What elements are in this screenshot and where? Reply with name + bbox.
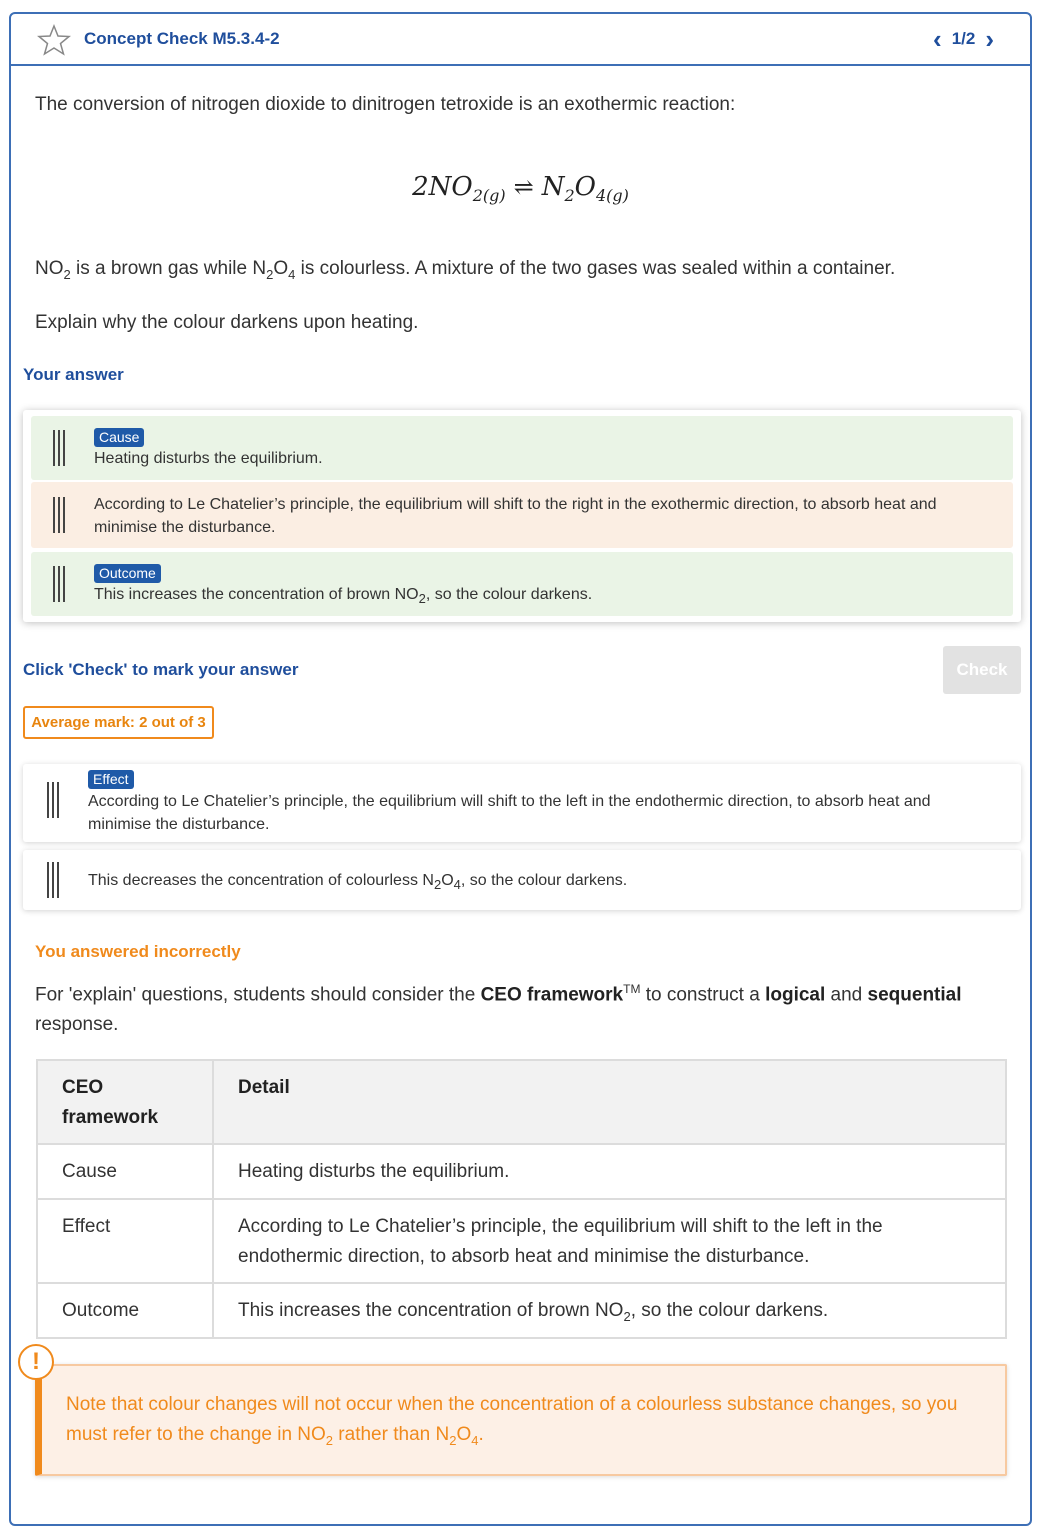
drag-handle-icon[interactable] [53,497,67,533]
tag-outcome: Outcome [94,564,161,583]
explain-bold: logical [765,984,826,1006]
table-cell-detail: Heating disturbs the equilibrium. [213,1144,1006,1199]
answer-item-cause[interactable] [31,416,1013,480]
detail-part: , so the colour darkens. [630,1300,829,1321]
tag-effect: Effect [88,770,134,789]
average-mark-badge: Average mark: 2 out of 3 [23,706,214,739]
detail-part: This increases the concentration of brown NO [238,1300,624,1321]
note-sub: 2 [449,1432,457,1448]
table-row [37,1199,1006,1283]
note-part: O [456,1424,472,1445]
equation-rhs-subscript-1: 2 [564,186,575,206]
table-cell-key: Effect [37,1199,213,1283]
note-part: Note that colour changes will not occur when the concentration of a colourless substance changes, so you must refer to the change in NO [66,1394,958,1445]
answer-text: Heating disturbs the equilibrium. [94,450,323,467]
ceo-framework-table [36,1059,1007,1339]
answer-item-effect[interactable] [31,482,1013,548]
option-text-part: This decreases the concentration of colourless N [88,872,434,889]
concept-check-title: Concept Check M5.3.4-2 [84,29,280,48]
card-header [11,14,1030,66]
note-part: rather than N [333,1424,450,1445]
option-text [88,869,998,892]
equation-rhs-mid: O [574,172,596,202]
your-answer-label: Your answer [23,365,124,384]
equation-lhs: 2NO [412,172,473,202]
explain-part: response. [35,1014,119,1036]
reaction-equation [11,172,1030,205]
chevron-right-icon[interactable]: › [985,24,994,54]
desc-sub: 2 [266,266,274,282]
table-cell-key: Outcome [37,1283,213,1338]
drag-handle-icon[interactable] [53,566,67,602]
equation-rhs: N [541,172,565,202]
note-part: . [478,1424,484,1445]
table-header-row [37,1060,1006,1144]
desc-part: is a brown gas while N [70,258,267,279]
answer-text [94,583,1004,606]
table-cell-detail [213,1283,1006,1338]
table-cell-detail: According to Le Chatelier’s principle, the equilibrium will shift to the left in the endothermic direction, to absorb heat and minimise the disturbance. [213,1199,1006,1283]
pager [933,26,994,52]
answer-text-part: , so the colour darkens. [425,586,593,603]
answer-text-sub: 2 [418,591,426,607]
explain-bold: sequential [867,984,962,1006]
note-sub: 4 [471,1432,479,1448]
question-intro: The conversion of nitrogen dioxide to dinitrogen tetroxide is an exothermic reaction: [35,94,736,115]
question-description [35,258,895,280]
desc-part: O [273,258,289,279]
option-item-effect[interactable] [23,764,1021,842]
table-header-detail: Detail [213,1060,1006,1144]
equation-rhs-subscript-2: 4(g) [595,186,629,206]
table-header-ceo: CEO framework [37,1060,213,1144]
check-button[interactable]: Check [943,646,1021,694]
incorrect-status: You answered incorrectly [35,942,241,961]
detail-sub: 2 [623,1308,631,1324]
answer-item-outcome[interactable] [31,552,1013,616]
concept-check-card [9,12,1032,1526]
drag-handle-icon[interactable] [47,782,61,818]
drag-handle-icon[interactable] [47,862,61,898]
note-sub: 2 [325,1432,334,1448]
page-indicator: 1/2 [951,29,976,48]
explain-bold: CEO framework [480,984,624,1006]
option-text-sub: 2 [433,877,442,893]
explain-part: and [825,984,868,1006]
note-callout [35,1364,1007,1476]
answer-text: According to Le Chatelier’s principle, the equilibrium will shift to the right in the exothermic direction, to absorb heat and minimise the disturbance. [94,496,937,536]
desc-part: NO [35,258,64,279]
explain-part: to construct a [640,984,766,1006]
chevron-left-icon[interactable]: ‹ [933,24,942,54]
equation-lhs-subscript: 2(g) [472,186,506,206]
note-text [66,1390,986,1450]
table-row [37,1144,1006,1199]
desc-sub: 4 [288,266,296,282]
feedback-explanation [35,974,995,1040]
check-instruction: Click 'Check' to mark your answer [23,660,299,679]
explain-part: For 'explain' questions, students should consider the [35,984,481,1006]
answer-text-part: This increases the concentration of brown NO [94,586,419,603]
drag-handle-icon[interactable] [53,430,67,466]
option-text: According to Le Chatelier’s principle, the equilibrium will shift to the left in the endothermic direction, to absorb heat and minimise the disturbance. [88,793,931,833]
desc-part: is colourless. A mixture of the two gases was sealed within a container. [295,258,896,279]
trademark-sup: TM [623,982,641,996]
table-cell-key: Cause [37,1144,213,1199]
exclamation-icon: ! [18,1344,54,1380]
option-text-part: , so the colour darkens. [460,872,628,889]
table-row [37,1283,1006,1338]
option-text-sub: 4 [453,877,461,893]
equilibrium-arrow: ⇌ [513,173,534,201]
option-text-part: O [441,872,454,889]
desc-sub: 2 [63,266,71,282]
option-item-decrease[interactable] [23,850,1021,910]
question-prompt: Explain why the colour darkens upon heating. [35,312,419,333]
tag-cause: Cause [94,428,144,447]
answer-dropzone[interactable] [23,410,1021,622]
star-outline-icon[interactable] [37,24,71,56]
